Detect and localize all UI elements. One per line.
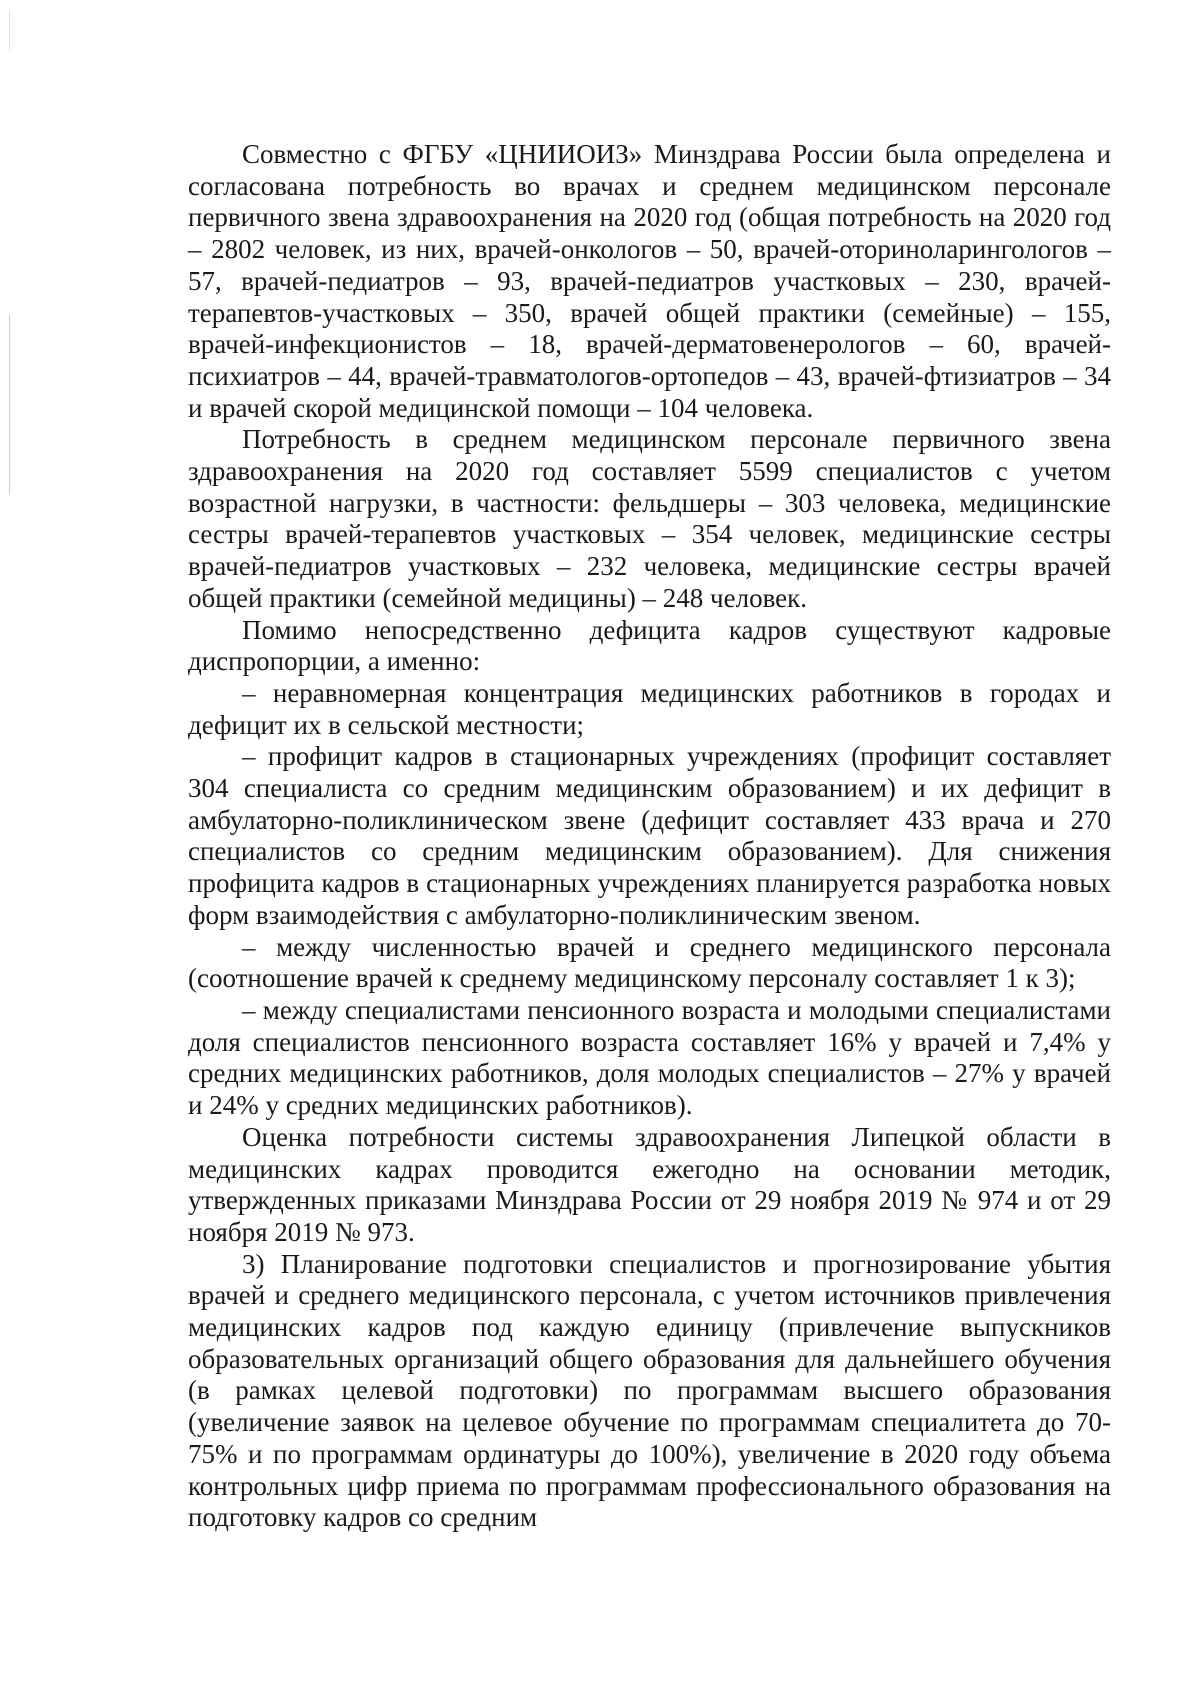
paragraph-nursing-needs: Потребность в среднем медицинском персонале первичного звена здравоохранения на 2020 год составляет 5599 специалистов с учетом возрастной нагрузки, в частности: фельдшеры – 303 человека, медицинские сестры врачей-терапевтов участковых – 354 человек, медицинские сестры врачей-педиатров участковых – 232 человека, медицинские сестры врачей общей практики (семейной медицины) – 248 человек. xyxy=(188,424,1111,613)
paragraph-staff-needs: Совместно с ФГБУ «ЦНИИОИЗ» Минздрава России была определена и согласована потребность во врачах и среднем медицинском персонале первичного звена здравоохранения на 2020 год (общая потребность на 2020 год – 2802 человек, из них, врачей-онкологов – 50, врачей-оториноларингологов – 57, врачей-педиатров – 93, врачей-педиатров участковых – 230, врачей-терапевтов-участковых – 350, врачей общей практики (семейные) – 155, врачей-инфекционистов – 18, врачей-дерматовенерологов – 60, врачей-психиатров – 44, врачей-травматологов-ортопедов – 43, врачей-фтизиатров – 34 и врачей скорой медицинской помощи – 104 человека. xyxy=(188,139,1111,423)
document-body xyxy=(188,139,1111,1534)
paragraph-training-planning: 3) Планирование подготовки специалистов и прогнозирование убытия врачей и среднего медицинского персонала, с учетом источников привлечения медицинских кадров под каждую единицу (привлечение выпускников образовательных организаций общего образования для дальнейшего обучения (в рамках целевой подготовки) по программам высшего образования (увеличение заявок на целевое обучение по программам специалитета до 70-75% и по программам ординатуры до 100%), увеличение в 2020 году объема контрольных цифр приема по программам профессионального образования на подготовку кадров со средним xyxy=(188,1248,1111,1533)
list-item-urban-rural: – неравномерная концентрация медицинских работников в городах и дефицит их в сельской местности; xyxy=(188,677,1111,740)
scan-edge-mark xyxy=(9,315,10,495)
list-item-age-structure: – между специалистами пенсионного возраста и молодыми специалистами доля специалистов пенсионного возраста составляет 16% у врачей и 7,4% у средних медицинских работников, доля молодых специалистов – 27% у врачей и 24% у средних медицинских работников). xyxy=(188,994,1111,1121)
scan-edge-mark xyxy=(9,10,10,50)
paragraph-disproportions-intro: Помимо непосредственно дефицита кадров существуют кадровые диспропорции, а именно: xyxy=(188,614,1111,677)
paragraph-needs-assessment: Оценка потребности системы здравоохранения Липецкой области в медицинских кадрах проводится ежегодно на основании методик, утвержденных приказами Минздрава России от 29 ноября 2019 № 974 и от 29 ноября 2019 № 973. xyxy=(188,1121,1111,1247)
list-item-inpatient-surplus: – профицит кадров в стационарных учреждениях (профицит составляет 304 специалиста со средним медицинским образованием) и их дефицит в амбулаторно-поликлиническом звене (дефицит составляет 433 врача и 270 специалистов со средним медицинским образованием). Для снижения профицита кадров в стационарных учреждениях планируется разработка новых форм взаимодействия с амбулаторно-поликлиническим звеном. xyxy=(188,741,1111,930)
list-item-doctor-nurse-ratio: – между численностью врачей и среднего медицинского персонала (соотношение врачей к среднему медицинскому персоналу составляет 1 к 3); xyxy=(188,931,1111,994)
